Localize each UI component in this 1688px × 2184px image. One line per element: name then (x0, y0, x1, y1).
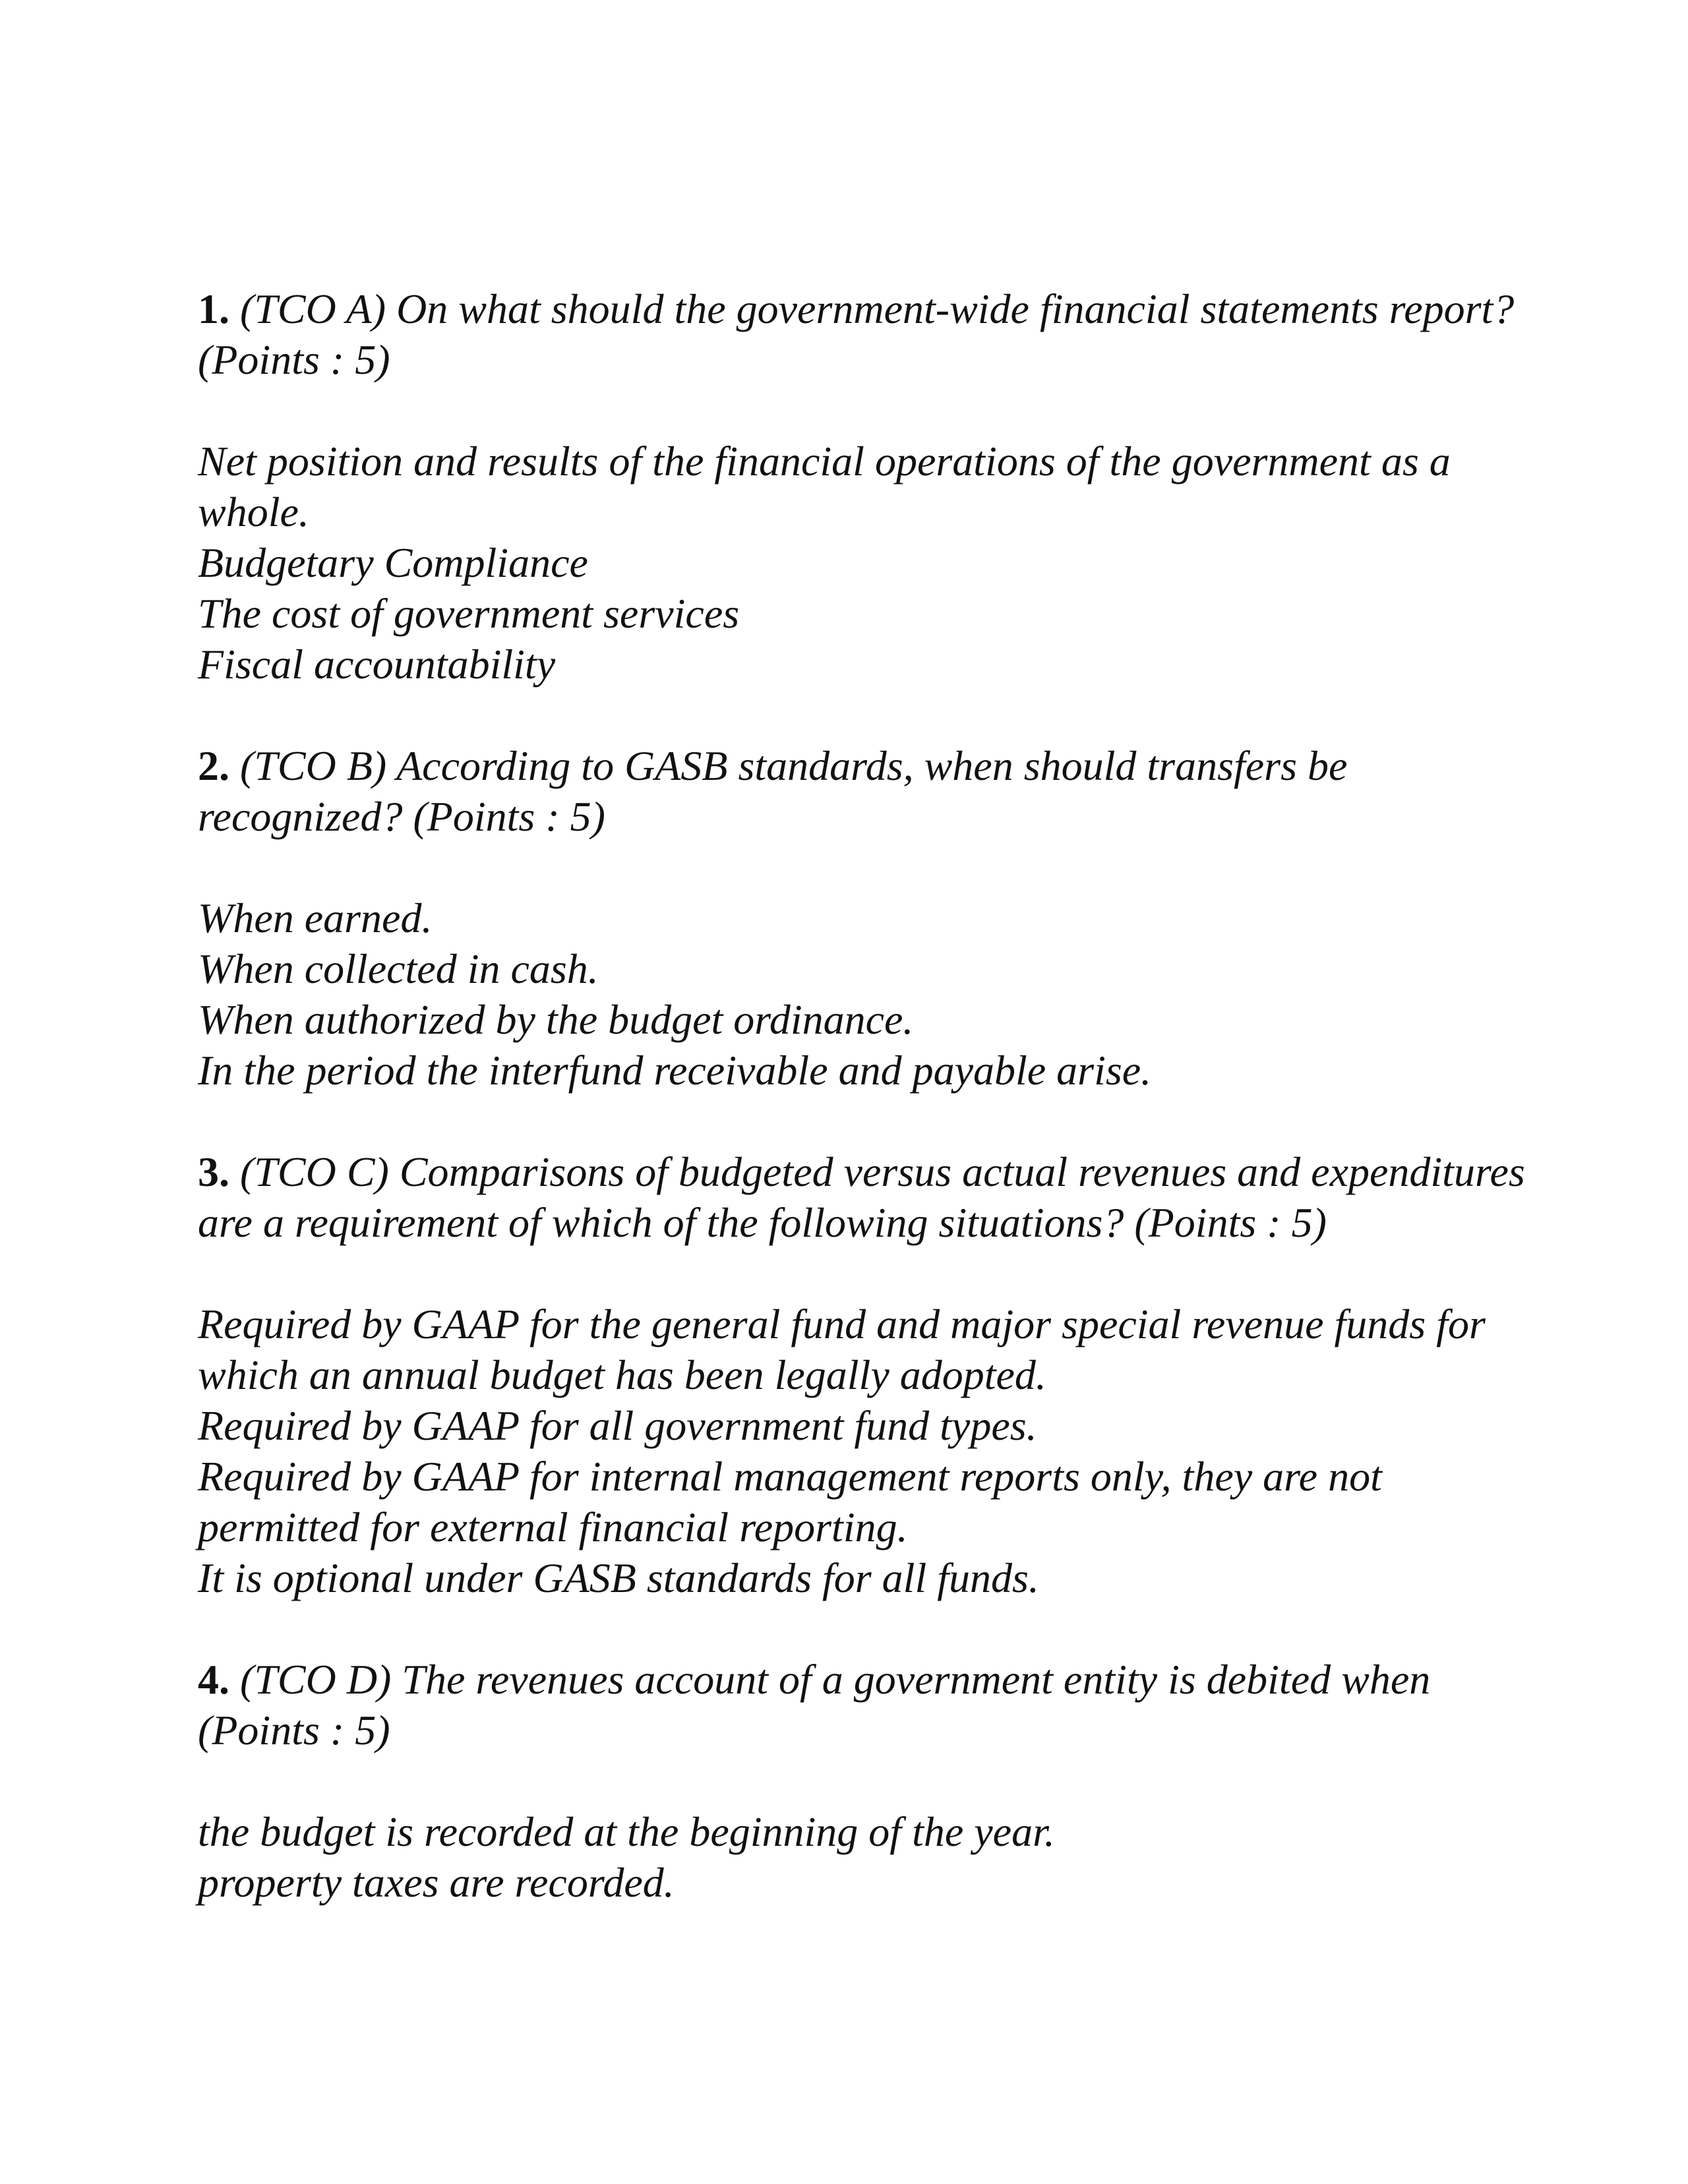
answer-options (198, 1299, 1530, 1603)
question-number: 1. (198, 285, 229, 332)
answer-options (198, 1806, 1530, 1908)
answer-option: property taxes are recorded. (198, 1859, 675, 1906)
answer-option: Budgetary Compliance (198, 539, 588, 586)
answer-options (198, 893, 1530, 1096)
question-3-prompt (198, 1146, 1530, 1248)
question-block-1 (198, 283, 1530, 690)
question-text: (TCO B) According to GASB standards, when should transfers be recognized? (Points : 5) (198, 742, 1348, 840)
question-block-4 (198, 1654, 1530, 1908)
answer-option: It is optional under GASB standards for all funds. (198, 1554, 1039, 1601)
answer-option: When earned. (198, 895, 433, 941)
question-text: (TCO A) On what should the government-wide financial statements report? (Points : 5) (198, 285, 1515, 383)
question-number: 2. (198, 742, 229, 789)
answer-option: Net position and results of the financial operations of the government as a whole. (198, 438, 1451, 535)
answer-option: Fiscal accountability (198, 641, 556, 688)
question-text: (TCO C) Comparisons of budgeted versus actual revenues and expenditures are a requirement of which of the following situations? (Points : 5) (198, 1148, 1525, 1246)
question-4-prompt (198, 1654, 1530, 1756)
answer-option: the budget is recorded at the beginning of the year. (198, 1808, 1055, 1855)
question-number: 4. (198, 1656, 229, 1703)
answer-options (198, 436, 1530, 690)
answer-option: When authorized by the budget ordinance. (198, 996, 914, 1043)
question-block-2 (198, 740, 1530, 1096)
question-block-3 (198, 1146, 1530, 1603)
question-2-prompt (198, 740, 1530, 842)
question-text: (TCO D) The revenues account of a government entity is debited when (Points : 5) (198, 1656, 1431, 1754)
answer-option: When collected in cash. (198, 945, 599, 992)
question-number: 3. (198, 1148, 229, 1195)
answer-option: In the period the interfund receivable and payable arise. (198, 1047, 1152, 1094)
answer-option: The cost of government services (198, 590, 740, 637)
document-content (198, 283, 1530, 1959)
answer-option: Required by GAAP for all government fund types. (198, 1402, 1037, 1449)
answer-option: Required by GAAP for the general fund and major special revenue funds for which an annual budget has been legally adopted. (198, 1301, 1486, 1398)
answer-option: Required by GAAP for internal management reports only, they are not permitted for external financial reporting. (198, 1453, 1382, 1550)
question-1-prompt (198, 283, 1530, 385)
